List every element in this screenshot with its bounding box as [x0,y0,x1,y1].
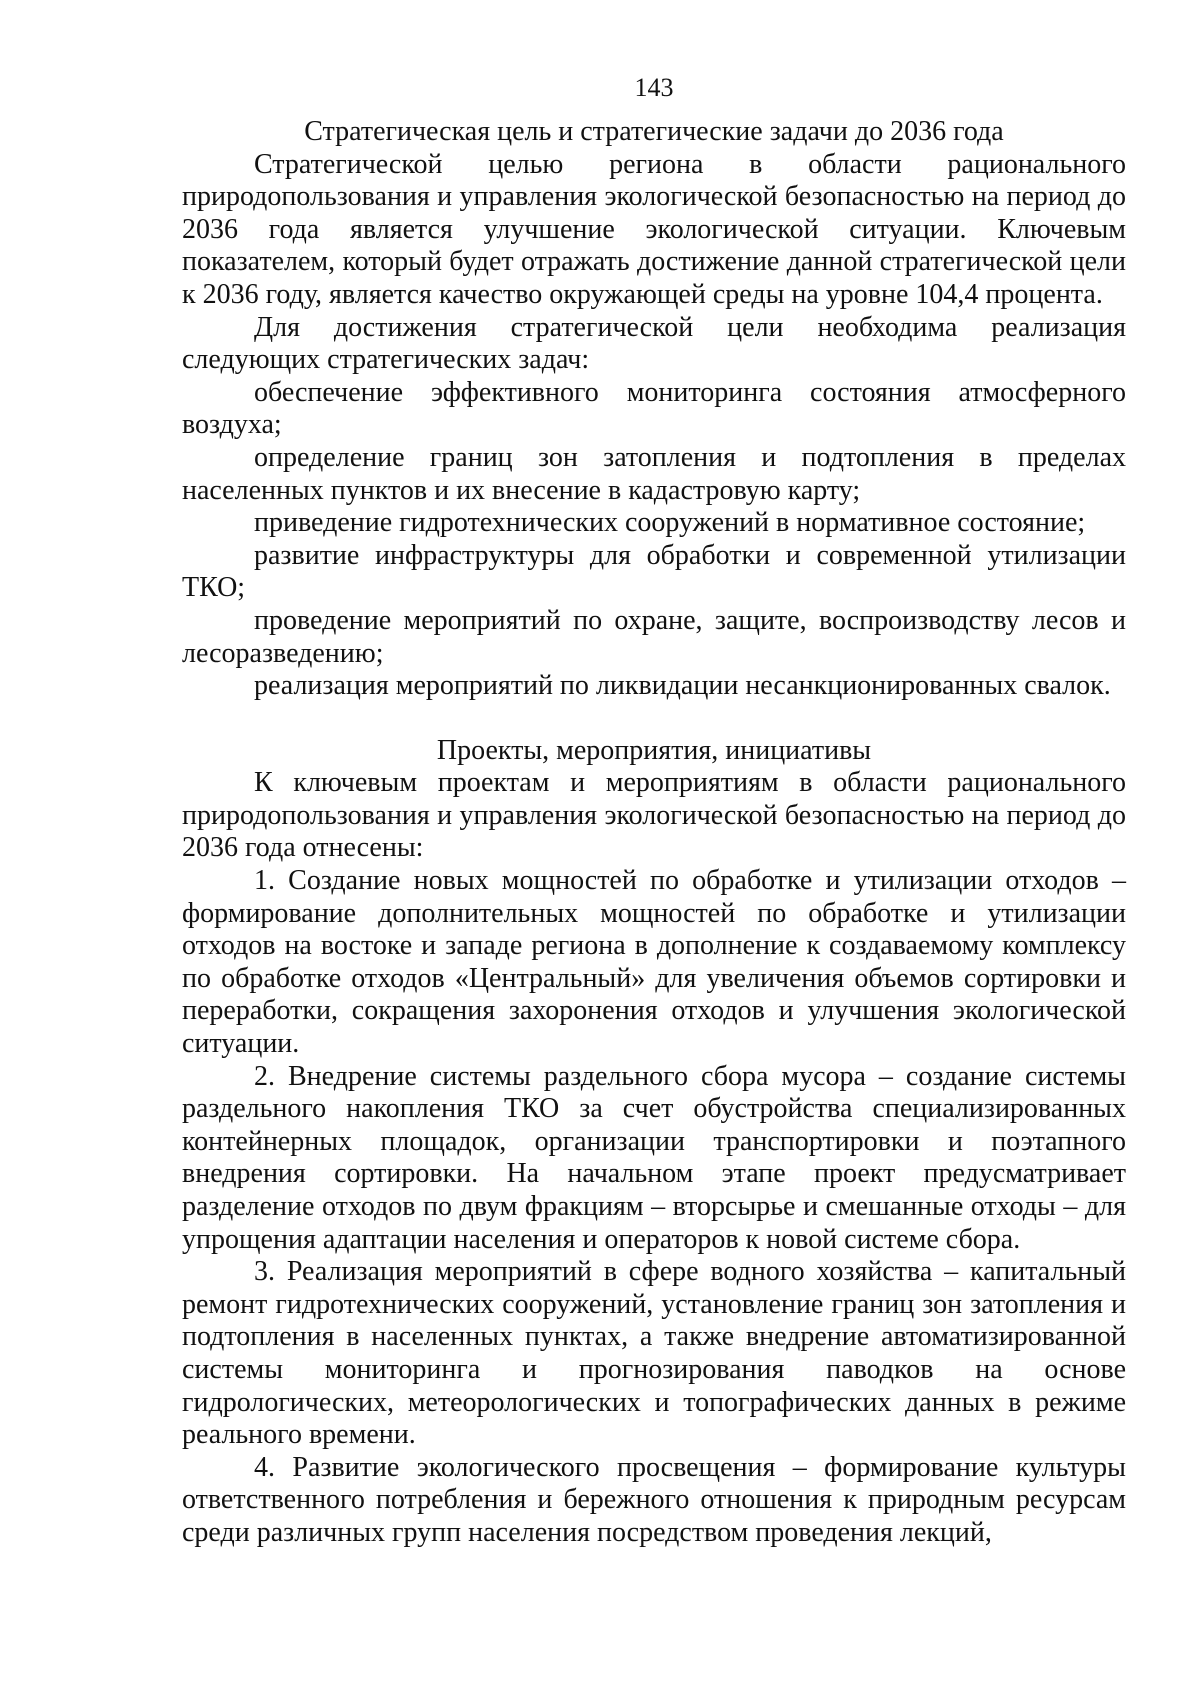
paragraph-tasks-intro: Для достижения стратегической цели необходима реализация следующих стратегических задач: [182,311,1126,376]
project-item: 4. Развитие экологического просвещения – формирование культуры ответственного потребления и бережного отношения к природным ресурсам среди различных групп населения посредством проведения лекций, [182,1451,1126,1548]
task-item: обеспечение эффективного мониторинга состояния атмосферного воздуха; [182,376,1126,441]
project-item: 3. Реализация мероприятий в сфере водного хозяйства – капитальный ремонт гидротехнических сооружений, установление границ зон затопления и подтопления в населенных пунктах, а также внедрение автоматизированной системы мониторинга и прогнозирования паводков на основе гидрологических, метеорологических и топографических данных в режиме реального времени. [182,1256,1126,1451]
task-item: приведение гидротехнических сооружений в нормативное состояние; [254,507,1086,539]
page-number: 143 [634,73,674,102]
section-heading-strategic-goal: Стратегическая цель и стратегические задачи до 2036 года [304,116,1004,147]
document-page [182,72,1126,1550]
section-heading-projects: Проекты, мероприятия, инициативы [436,734,872,766]
task-item: развитие инфраструктуры для обработки и современной утилизации ТКО; [182,539,1126,604]
task-item: проведение мероприятий по охране, защите, воспроизводству лесов и лесоразведению; [182,604,1126,669]
project-item: 1. Создание новых мощностей по обработке и утилизации отходов – формирование дополнительных мощностей по обработке и утилизации отходов на востоке и западе региона в дополнение к создаваемому комплексу по обработке отходов «Центральный» для увеличения объемов сортировки и переработки, сокращения захоронения отходов и улучшения экологической ситуации. [182,865,1126,1060]
project-item: 2. Внедрение системы раздельного сбора мусора – создание системы раздельного накопления ТКО за счет обустройства специализированных контейнерных площадок, организации транспортировки и поэтапного внедрения сортировки. На начальном этапе проект предусматривает разделение отходов по двум фракциям – вторсырье и смешанные отходы – для упрощения адаптации населения и операторов к новой системе сбора. [182,1060,1126,1255]
paragraph-strategic-goal: Стратегической целью региона в области рационального природопользования и управления экологической безопасностью на период до 2036 года является улучшение экологической ситуации. Ключевым показателем, который будет отражать достижение данной стратегической цели к 2036 году, является качество окружающей среды на уровне 104,4 процента. [182,148,1126,310]
paragraph-projects-intro: К ключевым проектам и мероприятиям в области рационального природопользования и управления экологической безопасностью на период до 2036 года отнесены: [182,767,1126,864]
task-item: определение границ зон затопления и подтопления в пределах населенных пунктов и их внесение в кадастровую карту; [182,441,1126,506]
task-item: реализация мероприятий по ликвидации несанкционированных свалок. [254,670,1111,702]
